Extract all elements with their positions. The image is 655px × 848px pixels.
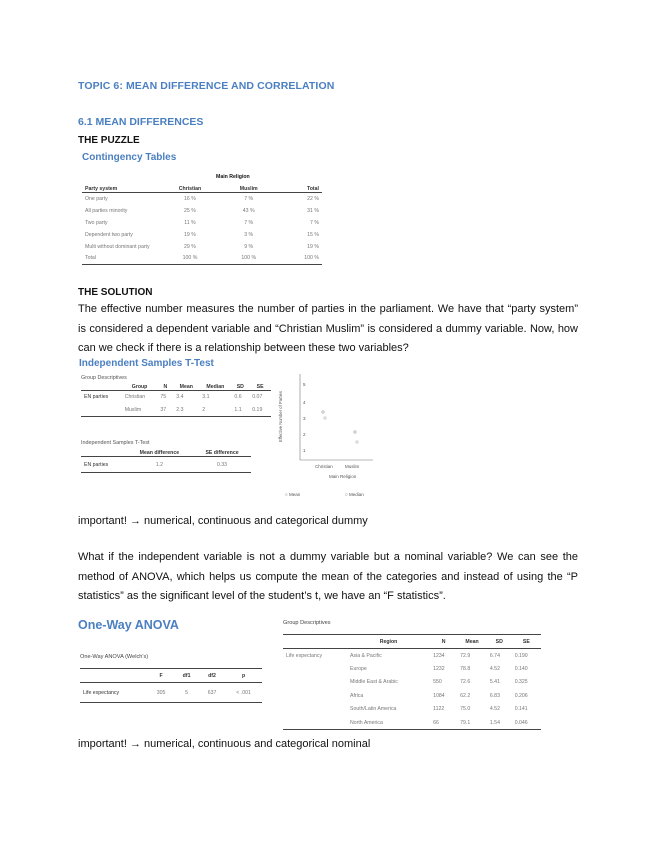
col-header: df2 [208,672,216,679]
cell: 5.41 [489,679,500,686]
col-header: Total [306,186,319,192]
table-row [82,241,322,253]
cell: 29 % [184,243,196,250]
cell: 78.8 [460,665,471,672]
cell: 19 % [307,243,319,250]
cell: 15 % [307,231,319,238]
legend-marker-icon: ○ [285,492,289,497]
cell: 0.190 [514,652,528,659]
col-header: SE [256,384,264,390]
col-header: Region [379,638,398,645]
cell: 31 % [307,207,319,214]
cell: 1122 [433,706,445,713]
table-row [283,676,541,690]
ttest-table [81,450,251,473]
legend-label: Median [348,492,364,497]
cell: 9 % [244,243,254,250]
median-point-christian [324,417,326,419]
col-header: Mean [179,384,193,390]
cell [283,662,347,676]
contingency-group-header: Main Religion [216,174,250,180]
important-note-nominal: important! → numerical, continuous and categorical nominal [78,738,371,750]
cell: 3.4 [176,394,184,401]
cell: 19 % [184,231,196,238]
y-tick: 2 [303,432,306,437]
cell: 1232 [433,665,445,672]
col-header: N [163,384,168,390]
cell: Total [85,255,96,262]
cell: 43 % [242,207,255,214]
cell: 4.52 [489,665,500,672]
solution-heading: THE SOLUTION [78,287,153,298]
y-tick: 3 [303,416,306,421]
cell: 0.33 [216,461,228,468]
col-header: N [441,638,446,645]
cell: 37 [160,406,167,413]
mean-point-muslim [354,431,356,433]
group-desc-label: Group Descriptives [283,620,331,626]
cell: 3 % [244,231,254,238]
cell: 7 % [310,219,319,226]
group-desc-table [283,634,541,730]
col-header: F [159,672,163,679]
topic-heading: TOPIC 6: MEAN DIFFERENCE AND CORRELATION [78,80,335,92]
cell: Christian [124,394,146,401]
cell: 11 % [184,219,196,226]
cell [283,676,347,690]
cell: South/Latin America [350,706,397,713]
legend-label: Mean [288,492,301,497]
cell: 0.141 [514,706,528,713]
cell: 305 [156,689,166,696]
cell: 25 % [184,207,196,214]
cell: 4.52 [489,706,500,713]
cell: 72.6 [460,679,471,686]
ttest-label: Independent Samples T-Test [81,440,150,446]
col-header: SE [522,638,530,645]
contingency-title: Contingency Tables [82,152,177,163]
cell: 100 % [241,255,257,262]
cell: 0.19 [252,406,263,413]
anova-group-panel [283,620,545,738]
col-header: Group [131,384,148,390]
y-tick: 5 [303,382,306,387]
cell: 5 [185,689,189,696]
cell: 22 % [307,195,319,202]
cell: 1234 [433,652,445,659]
x-tick: Muslim [345,464,360,469]
cell: 75.0 [460,706,471,713]
col-header [80,669,148,683]
cell: 1.1 [234,406,242,413]
cell: 66 [433,719,439,726]
ttest-plot-panel [277,372,378,500]
table-row [82,193,322,205]
x-tick: Christian [315,464,333,469]
anova-title: One-Way ANOVA [78,618,179,632]
cell: 72.9 [460,652,471,659]
cell: 550 [433,679,442,686]
table-row [283,689,541,703]
col-header: SD [236,384,244,390]
cell [81,404,122,417]
solution-paragraph: The effective number measures the number of parties in the parliament. We have that “party system” is considered a dependent variable and “Christian Muslim” is considered a dummy variable. Now, how can we check if there is a relationship between these two variables? [78,303,578,354]
cell: 7 % [244,219,254,226]
y-tick: 1 [303,448,306,453]
ttest-panel [79,358,279,498]
puzzle-heading: THE PUZZLE [78,135,140,146]
cell: 75 [160,394,167,401]
legend-marker-icon: ○ [345,492,349,497]
header-row [80,669,262,683]
cell: 0.140 [514,665,528,672]
cell: 7 % [244,195,254,202]
cell: 0.046 [514,719,528,726]
col-header: Christian [178,186,202,192]
cell: 3.1 [202,394,210,401]
plot-xlabel: Main Religion [329,474,357,479]
cell: EN parties [84,394,109,401]
cell: 1.2 [155,461,163,468]
cell: 6.74 [489,652,500,659]
y-tick: 4 [303,400,306,405]
header-row [283,635,541,649]
col-header: Mean [465,638,479,645]
cell: North America [350,719,383,726]
cell: Asia & Pacific [350,652,382,659]
cell: 100 % [182,255,198,262]
cell: 637 [207,689,217,696]
cell: 16 % [184,195,196,202]
table-row [82,217,322,229]
cell: < .001 [236,689,251,696]
cell: EN parties [84,461,109,468]
col-header: Mean difference [139,450,180,456]
cell: Multi without dominant party [85,243,150,250]
table-row [283,649,541,663]
anova-panel [78,618,268,718]
col-header: Party system [85,186,118,192]
contingency-table [82,186,322,265]
ttest-title: Independent Samples T-Test [79,358,214,369]
table-row [81,404,271,417]
cell [283,703,347,717]
table-row [283,716,541,730]
cell: Life expectancy [286,652,323,659]
cell: 6.83 [489,692,500,699]
cell: One party [85,195,108,202]
col-header: df1 [182,672,191,679]
cell: 62.2 [460,692,471,699]
col-header: SE difference [205,450,239,456]
cell: 2 [202,406,206,413]
cell: Life expectancy [83,689,120,696]
cell: 100 % [304,255,319,262]
ttest-desc-table [81,384,271,417]
table-row-total [82,253,322,265]
table-row [283,662,541,676]
cell: 1.54 [489,719,500,726]
important-note-dummy: important! → numerical, continuous and categorical dummy [78,515,368,527]
cell: Africa [350,692,364,699]
col-header: Muslim [239,186,258,192]
table-row [81,457,251,473]
anova-paragraph: What if the independent variable is not a dummy variable but a nominal variable? We can see the method of ANOVA, which helps us compute the mean of the categories and instead of using the “P statistics” as the significant level of the student’s t, we have an “F statistics”. [78,551,578,602]
contingency-panel [82,152,327,274]
cell: 1084 [433,692,445,699]
cell: Muslim [124,406,142,413]
cell: 0.206 [514,692,528,699]
cell: 0.325 [514,679,528,686]
cell: 0.07 [252,394,263,401]
table-row [80,683,262,703]
table-row [82,229,322,241]
col-header: Median [206,384,225,390]
welch-label: One-Way ANOVA (Welch's) [80,654,149,660]
cell: All parties minority [85,207,128,214]
legend-mean [285,492,300,497]
legend-median [345,492,364,497]
plot-ylabel: Effective Number of Parties [277,391,283,442]
section-heading: 6.1 MEAN DIFFERENCES [78,116,204,128]
cell: 0.6 [234,394,242,401]
cell: Two party [85,219,108,226]
ttest-desc-label: Group Descriptives [81,375,127,381]
col-header: SD [495,638,503,645]
table-row [283,703,541,717]
cell: Middle East & Arabic [350,679,398,686]
cell [283,716,347,730]
cell: Dependent two party [85,231,133,238]
col-header: p [241,672,246,679]
welch-table [80,668,262,703]
mean-point-christian [322,411,324,413]
col-header [283,635,347,649]
cell [283,689,347,703]
table-row [82,205,322,217]
cell: 79.1 [460,719,471,726]
plot-axes [283,372,378,472]
table-row [81,391,271,404]
median-point-muslim [356,441,358,443]
cell: Europe [350,665,367,672]
cell: 2.3 [176,406,184,413]
